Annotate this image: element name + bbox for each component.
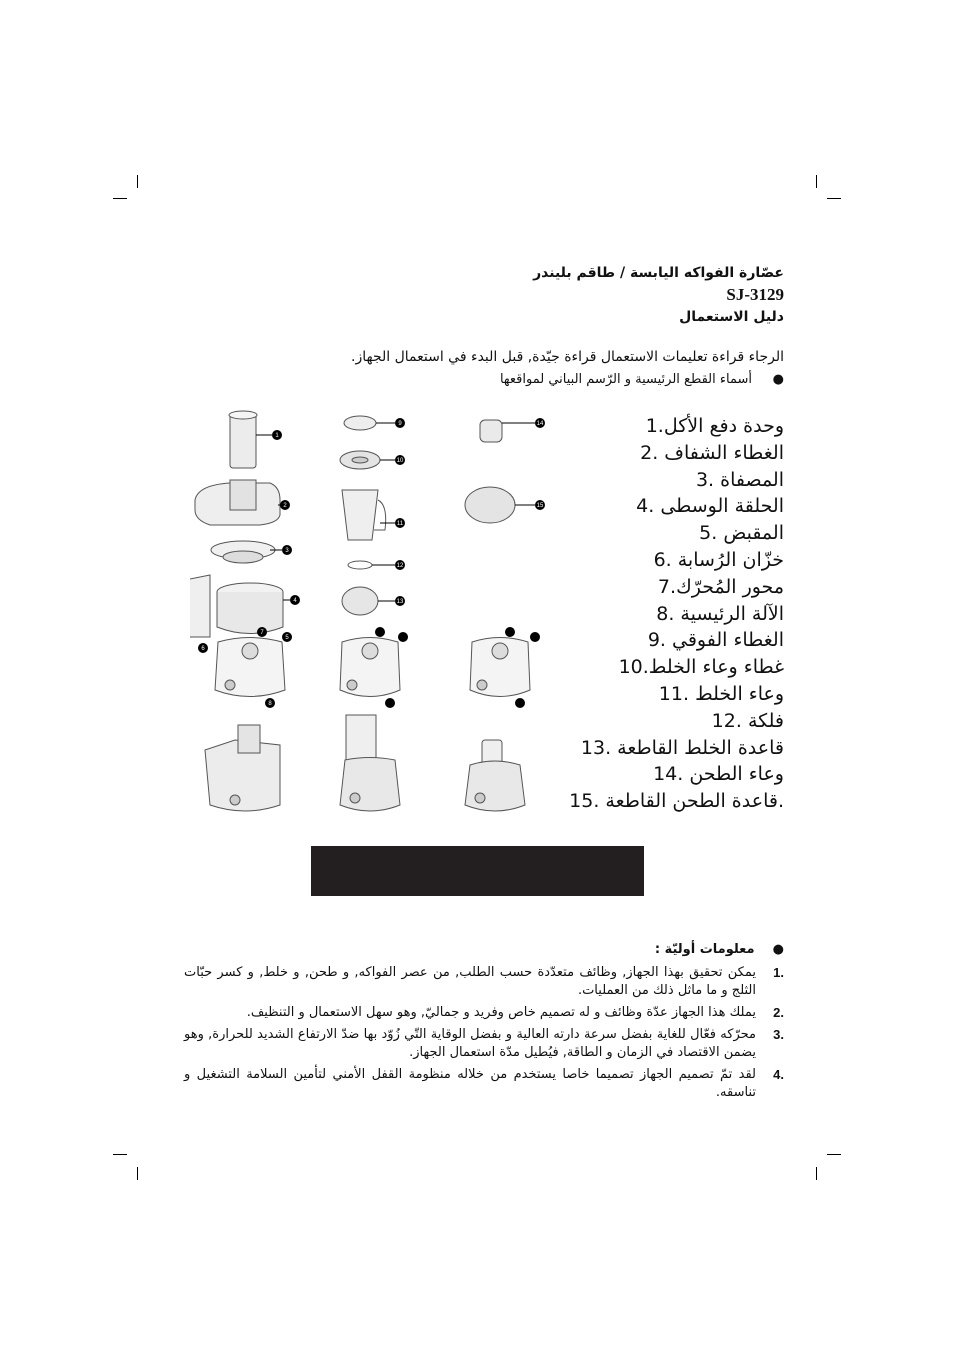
callout-label: 3 [285,548,289,554]
preliminary-heading: ● معلومات أوليّة : [654,942,784,957]
info-item-number: 3. [773,1027,784,1042]
info-list [184,964,784,1106]
info-item-text: يمكن تحقيق بهذا الجهاز, وظائف متعدّدة حسب الطلب, من عصر الفواكه, و طحن, و خلط, و كسر حبّات الثلج و ما ماثل ذلك من العمليات. [184,965,756,998]
parts-list-item: 14. وعاء الطحن [653,763,784,786]
intro-text: الرجاء قراءة تعليمات الاستعمال قراءة جيّدة, قبل البدء في استعمال الجهاز. [351,349,784,365]
callout-label: 8 [268,701,272,707]
crop-mark [137,175,138,188]
callout-label: 14 [536,421,544,427]
crop-mark [113,198,127,199]
callout-label: 12 [396,563,404,569]
callout-label: 13 [396,599,404,605]
document-header [364,262,784,328]
parts-list [524,413,784,815]
callout-label: 5 [285,635,289,641]
callout-label: 1 [275,433,279,439]
document-title: عصّارة الفواكه اليابسة / طاقم بليندر [533,265,784,281]
info-item-number: 1. [773,965,784,980]
info-item [184,1026,784,1062]
info-item-text: يملك هذا الجهاز عدّة وظائف و له تصميم خاص وفريد و جماليّ, وهو سهل الاستعمال و التنظيف. [246,1005,756,1020]
redaction-bar [311,846,644,896]
parts-list-item: 15. قاعدة الطحن القاطعة. [569,790,784,813]
crop-mark [137,1167,138,1180]
document-subtitle: دليل الاستعمال [679,309,784,325]
parts-list-item: 9. الغطاء الفوقي [647,629,784,652]
parts-diagram [190,405,575,820]
info-item-text: محرّكه فعّال للغاية بفضل سرعة دارته العالية و بفضل الوقاية التّي زُوّد بها ضدّ الارتفاع الشديد للحرارة, وهو يضمن الاقتصاد في الزمان و الطاقة, فيُطيل مدّة استعمال الجهاز. [184,1027,756,1060]
crop-mark [827,198,841,199]
crop-mark [113,1154,127,1155]
parts-list-item: 8. الآلة الرئيسية [656,602,784,625]
callout-label: 6 [201,646,205,652]
info-item-number: 2. [773,1005,784,1020]
parts-list-item: 10.غطاء وعاء الخلط [618,656,784,679]
parts-list-item: 2. الغطاء الشفاف [640,441,784,464]
callout-label: 10 [396,458,404,464]
info-item-text: لقد تمّ تصميم الجهاز تصميما خاصا يستخدم من خلاله منظومة القفل الأمني لتأمين السلامة التشغيل و تناسقه. [184,1067,756,1100]
callout-label: 2 [283,503,287,509]
parts-heading: ● أسماء القطع الرئيسية و الرّسم البياني لمواقعها [499,372,784,387]
crop-mark [816,1167,817,1180]
parts-heading-text: أسماء القطع الرئيسية و الرّسم البياني لمواقعها [499,372,752,387]
parts-list-item: 4. الحلقة الوسطى [636,495,784,518]
parts-list-item: 13. قاعدة الخلط القاطعة [580,736,784,759]
callout-label: 15 [536,503,544,509]
info-item [184,1004,784,1022]
parts-list-item: 1.وحدة دفع الأكل [645,415,784,437]
parts-list-item: 12. فلكة [711,709,784,732]
callout-label: 11 [396,521,404,527]
model-number: SJ-3129 [726,285,784,304]
parts-list-item: 7.محور المُحرّك [657,575,784,598]
crop-mark [816,175,817,188]
parts-list-item: 6. خزّان الرُسابة [653,548,784,571]
info-item [184,964,784,1000]
callout-label: 7 [260,630,264,636]
info-item [184,1066,784,1102]
info-item-number: 4. [773,1067,784,1082]
crop-mark [827,1154,841,1155]
callout-label: 9 [398,421,402,427]
parts-list-item: 3. المصفاة [695,468,784,491]
callout-label: 4 [293,598,297,604]
parts-list-item: 5. المقبض [699,522,784,545]
preliminary-heading-text: معلومات أوليّة : [654,942,755,957]
parts-list-item: 11. وعاء الخلط [658,682,784,705]
